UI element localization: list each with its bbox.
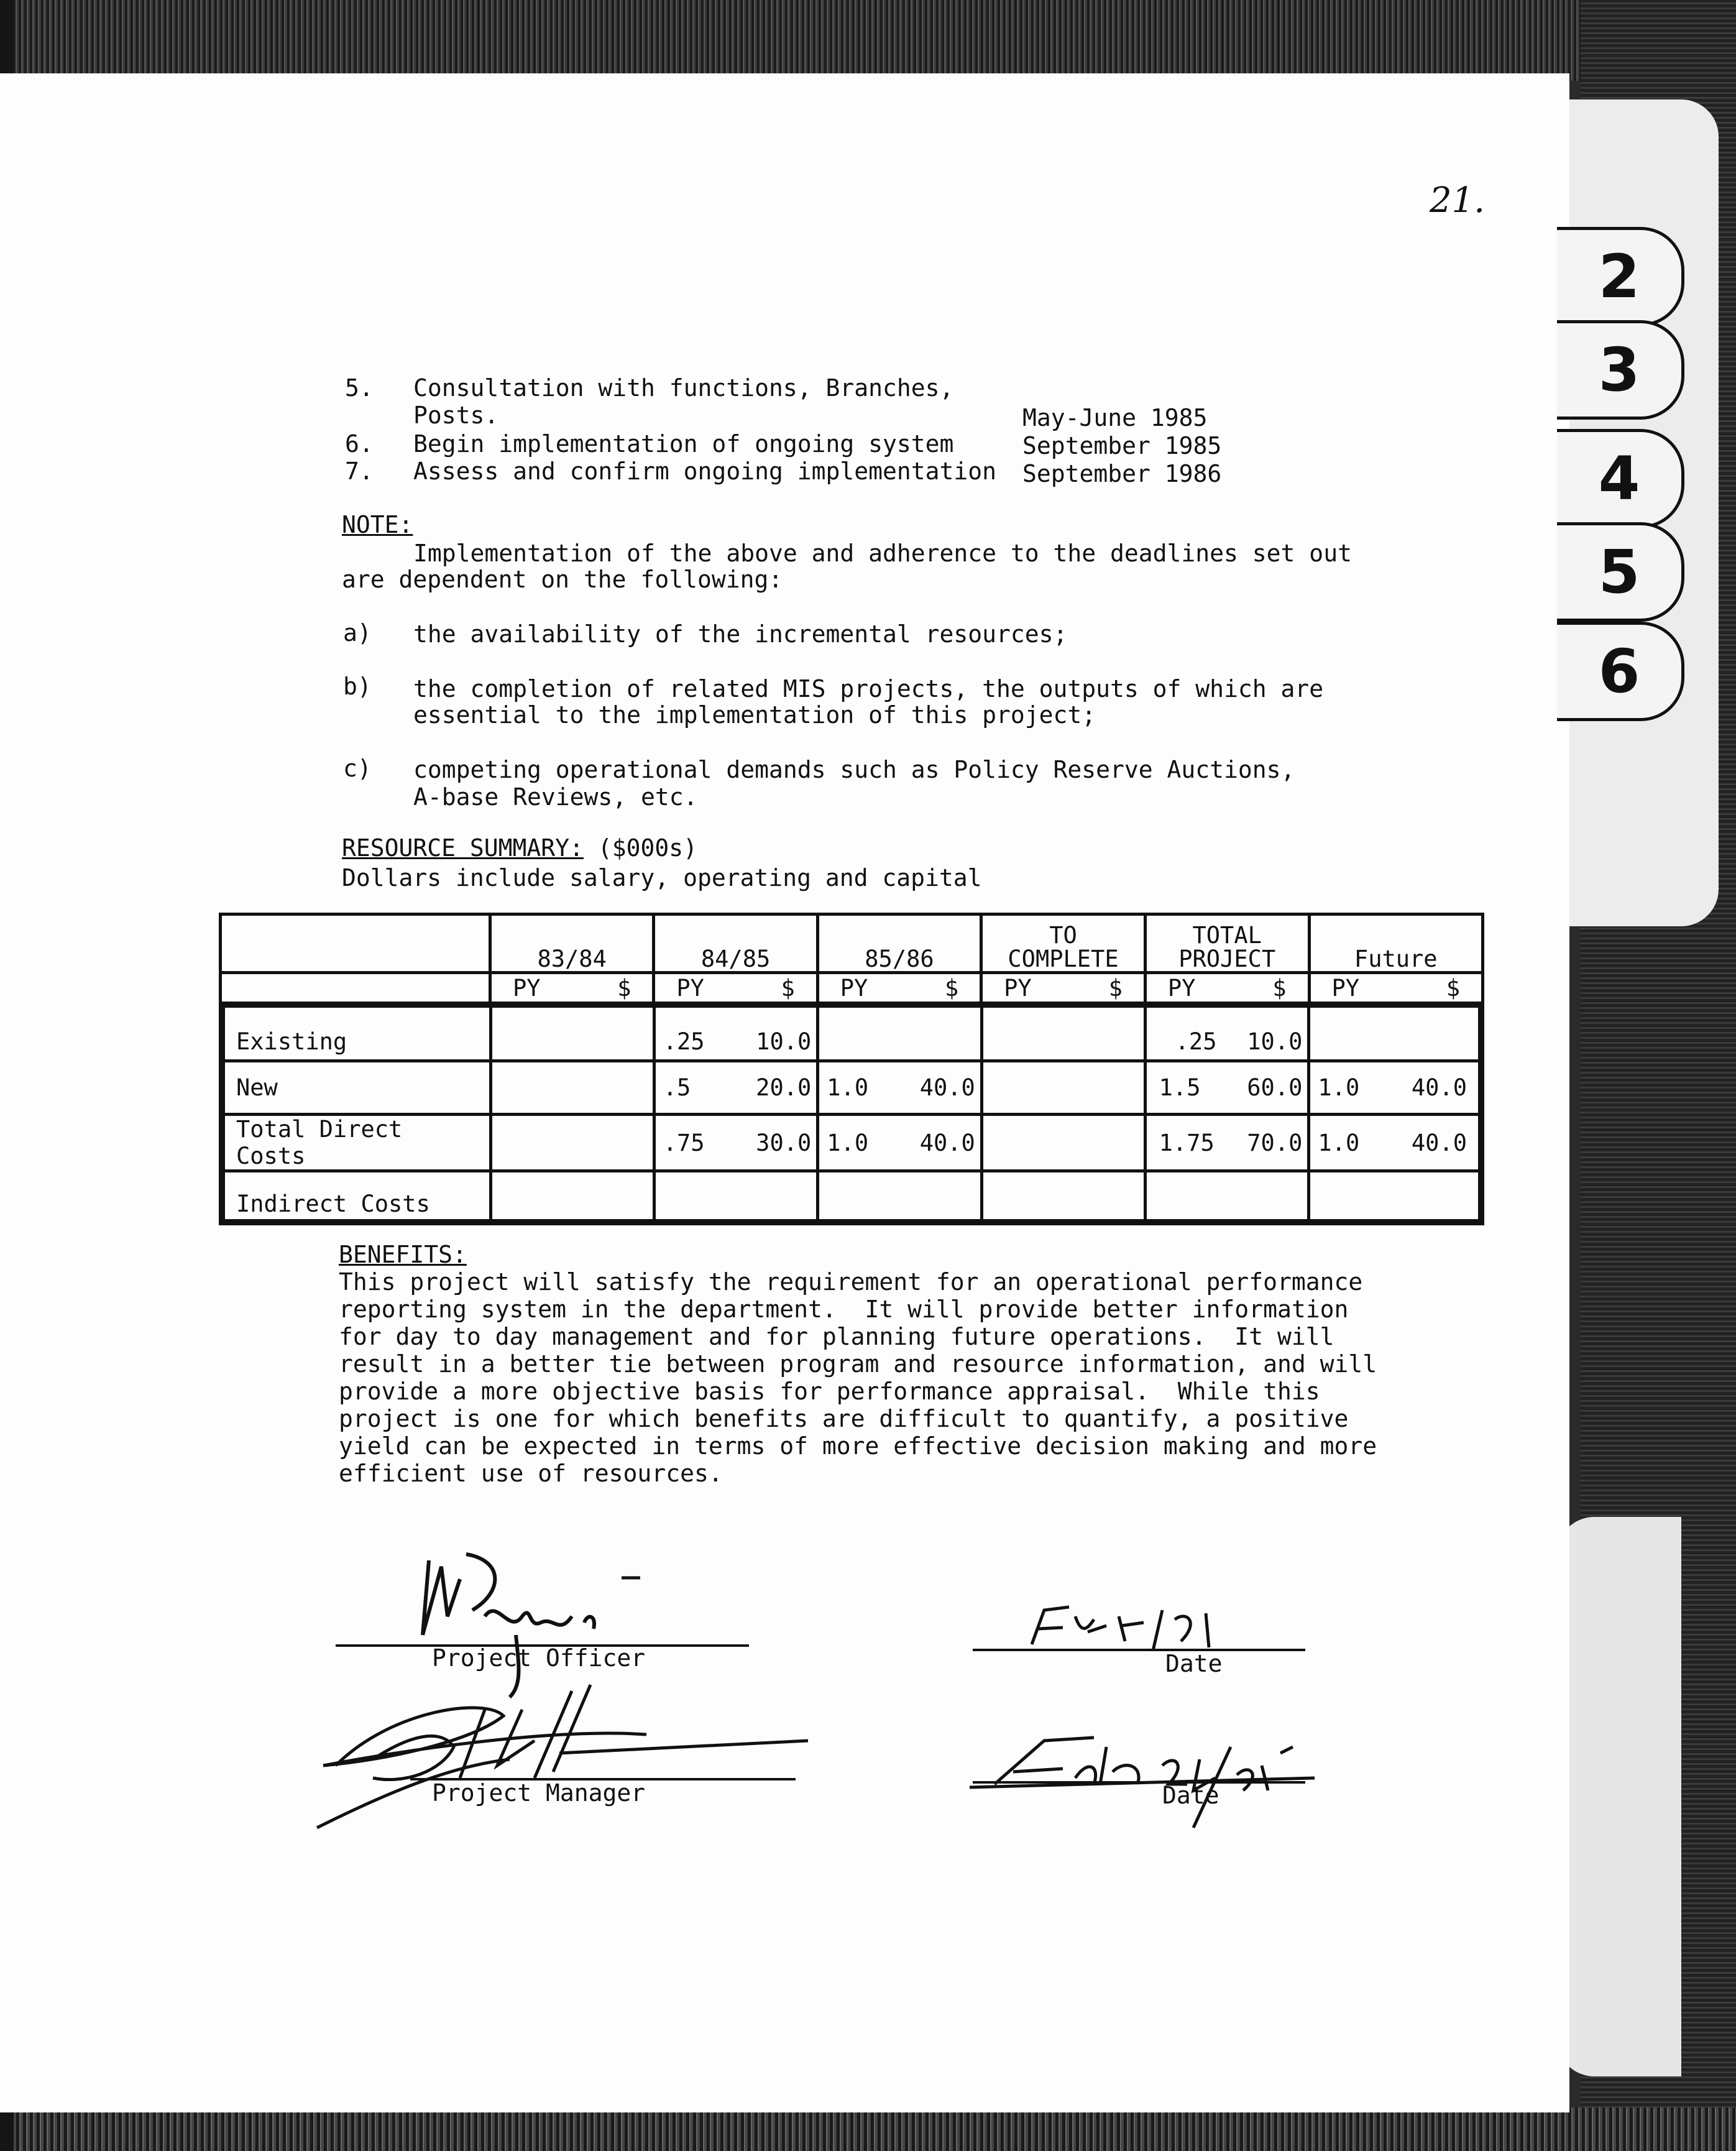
- column-header-line-1: TO: [1049, 922, 1077, 949]
- py-label: PY: [512, 974, 541, 1002]
- table-cell: [1309, 1061, 1480, 1115]
- manager-label: Project Manager: [432, 1779, 646, 1807]
- schedule-number: 6.: [345, 430, 374, 458]
- schedule-activity: Consultation with functions, Branches,: [413, 374, 954, 402]
- header-blank: [221, 914, 490, 973]
- py-value: .25: [663, 1028, 705, 1055]
- resource-summary-heading: [342, 834, 697, 862]
- officer-label: Project Officer: [432, 1644, 646, 1672]
- table-cell: [654, 1115, 818, 1171]
- note-item-marker: b): [343, 673, 372, 700]
- row-label: Total Direct Costs: [224, 1115, 491, 1171]
- note-line-1: Implementation of the above and adherence to the deadlines set out: [413, 540, 1352, 567]
- table-body: [221, 1003, 1483, 1224]
- index-tab-3: [1557, 320, 1684, 420]
- table-body-row: [221, 1003, 1483, 1224]
- dollar-value: 40.0: [919, 1074, 975, 1101]
- table-cell: [1145, 1061, 1309, 1115]
- py-value: 1.0: [827, 1074, 869, 1101]
- table-cell: [654, 1006, 818, 1061]
- row-label: Indirect Costs: [224, 1171, 491, 1221]
- manager-signature: [298, 1672, 833, 1834]
- tab-label: 6: [1598, 637, 1640, 706]
- table-cell: [981, 1006, 1145, 1061]
- subheader-cell: [654, 973, 817, 1003]
- note-item-text-cont: essential to the implementation of this project;: [413, 701, 1096, 729]
- schedule-date: September 1985: [1022, 432, 1222, 459]
- column-header: [490, 914, 653, 973]
- py-label: PY: [676, 974, 704, 1002]
- benefits-line: provide a more objective basis for performance appraisal. While this: [339, 1378, 1320, 1405]
- py-value: 1.0: [1318, 1129, 1360, 1156]
- dollar-value: 20.0: [756, 1074, 812, 1101]
- index-tab-5: [1557, 522, 1684, 622]
- scan-border-top: [0, 0, 1736, 81]
- table-cell: [981, 1061, 1145, 1115]
- row-label: Existing: [224, 1006, 491, 1061]
- py-value: 1.0: [827, 1129, 869, 1156]
- table-cell: [1145, 1115, 1309, 1171]
- table-cell: [490, 1006, 654, 1061]
- resource-summary-subtitle: Dollars include salary, operating and capital: [342, 864, 982, 891]
- note-item-text: the availability of the incremental resources;: [413, 620, 1068, 648]
- subheader-cell: [1145, 973, 1309, 1003]
- benefits-line: yield can be expected in terms of more effective decision making and more: [339, 1432, 1377, 1460]
- benefits-line: project is one for which benefits are difficult to quantify, a positive: [339, 1405, 1349, 1432]
- resource-summary-title: RESOURCE SUMMARY:: [342, 834, 584, 862]
- schedule-activity-cont: Posts.: [413, 402, 499, 429]
- column-header-line-2: 85/86: [865, 946, 934, 972]
- table-header-row: [221, 914, 1483, 973]
- benefits-heading: BENEFITS:: [339, 1241, 467, 1268]
- schedule-date: May-June 1985: [1022, 404, 1208, 431]
- date-handwriting-2: [970, 1703, 1318, 1840]
- dollar-value: 40.0: [1411, 1129, 1467, 1156]
- subheader-blank: [221, 973, 490, 1003]
- table-cell: [981, 1171, 1145, 1221]
- tab-label: 3: [1598, 335, 1640, 405]
- table-row-existing: [224, 1006, 1480, 1061]
- dollar-value: 10.0: [756, 1028, 812, 1055]
- benefits-line: reporting system in the department. It will provide better information: [339, 1296, 1349, 1323]
- column-header-line-2: Future: [1354, 946, 1438, 972]
- column-header-line-2: 83/84: [537, 946, 607, 972]
- column-header-line-2: PROJECT: [1178, 946, 1276, 972]
- dollar-label: $: [1272, 974, 1287, 1002]
- dollar-value: 40.0: [919, 1129, 975, 1156]
- py-value: 1.0: [1318, 1074, 1360, 1101]
- tab-strip-lower: [1557, 1517, 1681, 2076]
- py-label: PY: [840, 974, 868, 1002]
- table-row-indirect: [224, 1171, 1480, 1221]
- table-body-grid: [222, 1005, 1481, 1222]
- benefits-line: efficient use of resources.: [339, 1460, 723, 1487]
- benefits-line: This project will satisfy the requirement for an operational performance: [339, 1268, 1363, 1296]
- dollar-value: 10.0: [1247, 1028, 1303, 1055]
- subheader-cell: [1309, 973, 1482, 1003]
- note-item-text-cont: A-base Reviews, etc.: [413, 783, 698, 811]
- dollar-label: $: [617, 974, 631, 1002]
- dollar-label: $: [1108, 974, 1123, 1002]
- column-header-line-2: COMPLETE: [1008, 946, 1119, 972]
- column-header-line-1: TOTAL: [1192, 922, 1262, 949]
- py-label: PY: [1331, 974, 1360, 1002]
- resource-table: [219, 913, 1484, 1225]
- schedule-number: 5.: [345, 374, 374, 402]
- table-cell: [654, 1061, 818, 1115]
- note-item-text: competing operational demands such as Policy Reserve Auctions,: [413, 756, 1295, 783]
- date-label: Date: [1165, 1650, 1223, 1677]
- table-cell: [490, 1115, 654, 1171]
- date-label-2: Date: [1162, 1782, 1219, 1809]
- py-value: 1.75: [1159, 1129, 1215, 1156]
- resource-summary-unit: ($000s): [597, 834, 697, 862]
- note-item-marker: a): [343, 619, 372, 647]
- tab-label: 4: [1598, 444, 1640, 514]
- dollar-value: 70.0: [1247, 1129, 1303, 1156]
- subheader-cell: [490, 973, 653, 1003]
- column-header: [654, 914, 817, 973]
- page-number: 21.: [1430, 180, 1486, 221]
- table-cell: [490, 1171, 654, 1221]
- table-cell: [818, 1006, 982, 1061]
- table-cell: [1309, 1171, 1480, 1221]
- subheader-cell: [817, 973, 981, 1003]
- benefits-line: result in a better tie between program and resource information, and will: [339, 1350, 1377, 1378]
- table-subheader-row: [221, 973, 1483, 1003]
- dollar-value: 60.0: [1247, 1074, 1303, 1101]
- table-cell: [1145, 1171, 1309, 1221]
- date-handwriting: [1019, 1591, 1243, 1660]
- note-item-marker: c): [343, 755, 372, 782]
- column-header-line-2: 84/85: [700, 946, 771, 972]
- index-tab-4: [1557, 429, 1684, 528]
- table-cell: [818, 1061, 982, 1115]
- tab-label: 5: [1598, 537, 1640, 607]
- tab-label: 2: [1598, 242, 1640, 311]
- benefits-line: for day to day management and for planning future operations. It will: [339, 1323, 1334, 1350]
- table-cell: [1309, 1006, 1480, 1061]
- schedule-activity: Begin implementation of ongoing system: [413, 430, 954, 458]
- index-tab-2: [1557, 227, 1684, 326]
- table-cell: [654, 1171, 818, 1221]
- table-cell: [1145, 1006, 1309, 1061]
- py-value: .25: [1175, 1028, 1217, 1055]
- py-value: .75: [663, 1129, 705, 1156]
- py-value: 1.5: [1159, 1074, 1201, 1101]
- dollar-label: $: [944, 974, 959, 1002]
- column-header: [1309, 914, 1482, 973]
- scan-border-bottom: [0, 2107, 1736, 2151]
- schedule-number: 7.: [345, 458, 374, 485]
- dollar-value: 40.0: [1411, 1074, 1467, 1101]
- subheader-cell: [981, 973, 1146, 1003]
- note-heading: NOTE:: [342, 511, 413, 538]
- column-header: [817, 914, 981, 973]
- table-row-new: [224, 1061, 1480, 1115]
- table-cell: [818, 1171, 982, 1221]
- py-label: PY: [1167, 974, 1196, 1002]
- column-header: [1145, 914, 1309, 973]
- note-line-2: are dependent on the following:: [342, 566, 783, 593]
- row-label: New: [224, 1061, 491, 1115]
- table-cell: [818, 1115, 982, 1171]
- index-tab-6: [1557, 622, 1684, 721]
- table-cell: [981, 1115, 1145, 1171]
- schedule-date: September 1986: [1022, 460, 1222, 487]
- schedule-activity: Assess and confirm ongoing implementation: [413, 458, 996, 485]
- dollar-label: $: [1446, 974, 1460, 1002]
- dollar-label: $: [781, 974, 795, 1002]
- py-value: .5: [663, 1074, 691, 1101]
- dollar-value: 30.0: [756, 1129, 812, 1156]
- table-row-total-direct: [224, 1115, 1480, 1171]
- column-header: [981, 914, 1146, 973]
- table-cell: [490, 1061, 654, 1115]
- table-cell: [1309, 1115, 1480, 1171]
- py-label: PY: [1004, 974, 1032, 1002]
- note-item-text: the completion of related MIS projects, the outputs of which are: [413, 675, 1324, 702]
